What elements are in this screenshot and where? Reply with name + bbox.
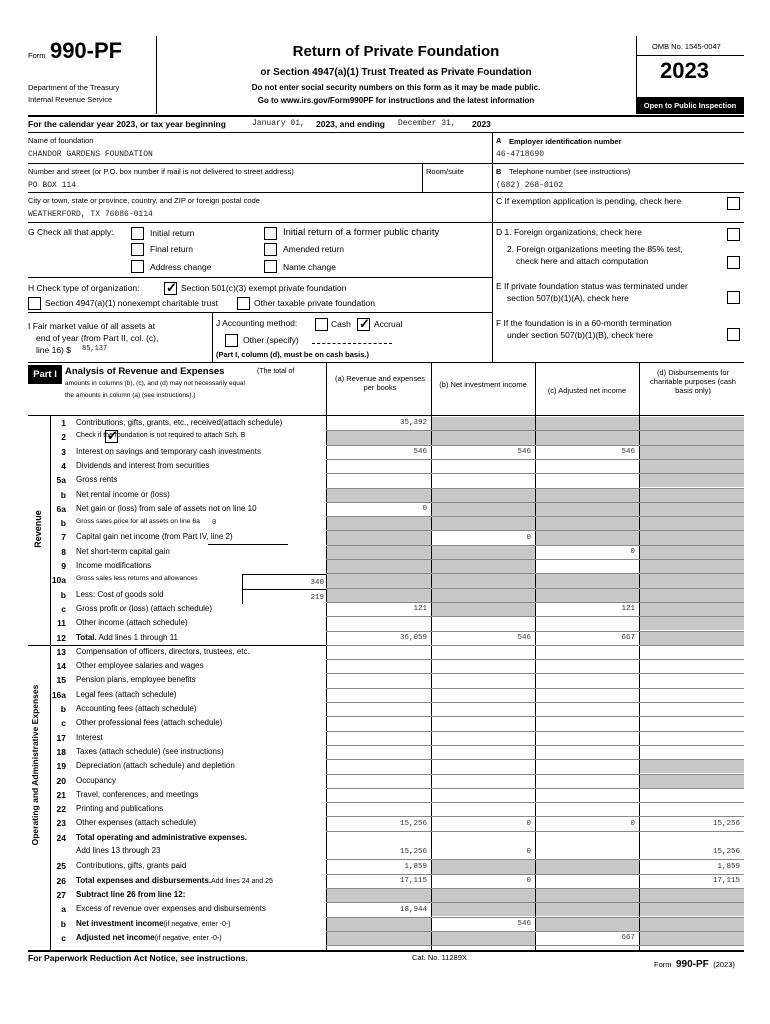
checkbox-f[interactable] — [727, 328, 740, 341]
col-a-value[interactable]: 1,859 — [404, 862, 427, 871]
row-divider — [326, 831, 744, 832]
phone-value[interactable]: (682) 268-0102 — [496, 181, 564, 190]
omb-number: OMB No. 1545-0047 — [652, 42, 721, 51]
room-label: Room/suite — [426, 167, 464, 176]
shaded-cell — [536, 431, 639, 444]
side-revenue-label: Revenue — [33, 510, 43, 548]
shaded-cell — [640, 574, 744, 587]
line-number: 19 — [56, 761, 66, 772]
line-number: 22 — [56, 804, 66, 815]
form-number: 990-PF — [49, 38, 123, 63]
checkbox-address-change[interactable] — [131, 260, 144, 273]
col-a-value[interactable]: 121 — [413, 605, 427, 614]
shaded-cell — [640, 932, 744, 945]
line-number: b — [60, 918, 66, 929]
line-label: Contributions, gifts, grants, etc., received(attach schedule) — [76, 418, 283, 427]
shaded-cell — [536, 517, 639, 530]
shaded-cell — [432, 932, 535, 945]
tax-year-begin[interactable]: January 01, — [252, 119, 305, 128]
i-fmv-label: I Fair market value of all assets at — [28, 321, 156, 331]
col-b-value[interactable]: 0 — [526, 533, 531, 542]
shaded-cell — [432, 431, 535, 444]
shaded-cell — [640, 918, 744, 931]
line-number: 21 — [56, 789, 66, 800]
line-number: c — [61, 932, 66, 943]
line-label: Legal fees (attach schedule) — [76, 689, 177, 699]
line-number: 16a — [51, 689, 66, 700]
line-number: 18 — [56, 746, 66, 757]
line-label: Other expenses (attach schedule) — [76, 818, 197, 828]
col-b-value[interactable]: 546 — [517, 919, 531, 928]
line-label: Other employee salaries and wages — [76, 661, 204, 671]
checkbox-d2[interactable] — [727, 256, 740, 269]
col-a-value[interactable]: 17,115 — [399, 876, 427, 885]
line-label: Total expenses and disbursements.Add lines 24 and 25 — [76, 875, 273, 885]
line-label: Printing and publications — [76, 804, 164, 814]
line-label: Total. Add lines 1 through 11 — [76, 632, 178, 642]
f-60-month: F If the foundation is in a 60-month termination — [496, 318, 672, 328]
col-c-value[interactable]: 667 — [621, 633, 635, 642]
row-divider — [326, 688, 744, 689]
row-divider — [326, 702, 744, 703]
shaded-cell — [536, 860, 639, 873]
shaded-cell — [536, 503, 639, 516]
shaded-cell — [432, 503, 535, 516]
shaded-cell — [640, 617, 744, 630]
checkbox-d1[interactable] — [727, 228, 740, 241]
col-b-value[interactable]: 0 — [526, 848, 531, 857]
line-label: Contributions, gifts, grants paid — [76, 861, 187, 871]
row-divider — [326, 874, 744, 875]
phone-label: Telephone number (see instructions) — [509, 167, 631, 176]
shaded-cell — [640, 889, 744, 902]
checkbox-c[interactable] — [727, 197, 740, 210]
shaded-cell — [640, 446, 744, 459]
row-divider — [326, 645, 744, 646]
shaded-cell — [640, 775, 744, 788]
row-divider — [326, 816, 744, 817]
col-c-value[interactable]: 0 — [630, 819, 635, 828]
line-label: Depreciation (attach schedule) and depletion — [76, 761, 235, 771]
line-number: 26 — [56, 875, 66, 886]
shaded-cell — [536, 531, 639, 544]
shaded-cell — [536, 918, 639, 931]
row-divider — [326, 716, 744, 717]
shaded-cell — [640, 503, 744, 516]
shaded-cell — [640, 560, 744, 573]
shaded-cell — [432, 603, 535, 616]
col-d-value[interactable]: 17,115 — [712, 876, 740, 885]
shaded-cell — [432, 517, 535, 530]
line-label: Net investment income(if negative, enter -0-) — [76, 918, 231, 928]
ein-label: Employer identification number — [509, 137, 622, 146]
shaded-cell — [536, 489, 639, 502]
form-subtitle: or Section 4947(a)(1) Trust Treated as Private Foundation — [260, 67, 532, 78]
col-a-value[interactable]: 0 — [422, 505, 427, 514]
checkbox-final-return[interactable] — [131, 243, 144, 256]
other-method-field[interactable] — [312, 343, 392, 344]
h-label: H Check type of organization: — [28, 283, 140, 293]
shaded-cell — [432, 889, 535, 902]
line-label: Net rental income or (loss) — [76, 489, 170, 499]
line-label: Check if the foundation is not required to attach Sch. B — [76, 432, 246, 440]
line-number: 9 — [61, 561, 66, 571]
calendar-label: For the calendar year 2023, or tax year beginning — [28, 119, 226, 129]
d1-foreign: D 1. Foreign organizations, check here — [496, 227, 642, 237]
row-divider — [326, 945, 744, 946]
form-title: Return of Private Foundation — [292, 43, 500, 60]
line-number: 15 — [56, 675, 66, 686]
line-label: Excess of revenue over expenses and disbursements — [76, 904, 266, 914]
row-divider — [326, 788, 744, 789]
public-inspection-badge: Open to Public Inspection — [636, 97, 744, 114]
col-b-value[interactable]: 546 — [517, 447, 531, 456]
shaded-cell — [640, 589, 744, 602]
shaded-cell — [327, 546, 431, 559]
shaded-cell — [536, 417, 639, 430]
line-label: Travel, conferences, and meetings — [76, 789, 199, 799]
calendar-end-year: 2023 — [472, 119, 491, 129]
checkbox-other-method[interactable] — [225, 334, 238, 347]
line-number: b — [60, 704, 66, 714]
line-number: 20 — [56, 775, 66, 786]
shaded-cell — [640, 531, 744, 544]
line-number: c — [61, 718, 66, 729]
shaded-cell — [327, 589, 431, 602]
shaded-cell — [432, 589, 535, 602]
line-number: 25 — [56, 861, 66, 872]
row-divider — [326, 745, 744, 746]
shaded-cell — [432, 489, 535, 502]
checkbox-4947[interactable] — [28, 297, 41, 310]
shaded-cell — [640, 603, 744, 616]
row-divider — [326, 802, 744, 803]
shaded-cell — [432, 560, 535, 573]
line-label: Pension plans, employee benefits — [76, 675, 196, 685]
shaded-cell — [432, 860, 535, 873]
calendar-mid: 2023, and ending — [316, 119, 385, 129]
line-label: Dividends and interest from securities — [76, 460, 210, 470]
line-label: Interest — [76, 732, 103, 742]
col-a-value[interactable]: 18,944 — [399, 905, 427, 914]
line-label: Net gain or (loss) from sale of assets not on line 10 — [76, 503, 257, 513]
shaded-cell — [640, 760, 744, 773]
checkbox-cash[interactable] — [315, 318, 328, 331]
line-label: Gross sales less returns and allowances — [76, 575, 198, 583]
line-number: 7 — [61, 532, 66, 543]
col-d-header: (d) Disbursements for charitable purposes (cash basis only) — [650, 368, 736, 395]
part1-title: Analysis of Revenue and Expenses — [65, 366, 225, 377]
line-label: Gross sales price for all assets on line 6a — [76, 518, 200, 526]
fmv-value[interactable]: 85,137 — [82, 345, 108, 353]
line-label: Compensation of officers, directors, trustees, etc. — [76, 646, 250, 656]
line-number: 23 — [56, 818, 66, 829]
line-label: Subtract line 26 from line 12: — [76, 889, 186, 899]
col-c-header: (c) Adjusted net income — [547, 386, 627, 395]
line-number: 1 — [61, 418, 66, 428]
line-label: Adjusted net income(if negative, enter -0-) — [76, 932, 222, 942]
street-address[interactable]: PO BOX 114 — [28, 181, 77, 190]
foundation-name[interactable]: CHANDOR GARDENS FOUNDATION — [28, 150, 153, 159]
c-exemption-pending: C If exemption application is pending, check here — [496, 196, 682, 206]
footer-form-id: Form 990-PF (2023) — [654, 959, 735, 970]
checkbox-e[interactable] — [727, 291, 740, 304]
checkbox-name-change[interactable] — [264, 260, 277, 273]
line-number: 10a — [51, 575, 66, 586]
col-b-header: (b) Net investment income — [439, 380, 527, 389]
row-divider — [326, 859, 744, 860]
line-label: Accounting fees (attach schedule) — [76, 704, 197, 713]
line-number: 5a — [56, 475, 66, 486]
checkbox-other-taxable[interactable] — [237, 297, 250, 310]
street-label: Number and street (or P.O. box number if mail is not delivered to street address) — [28, 167, 294, 176]
shaded-cell — [536, 574, 639, 587]
shaded-cell — [640, 632, 744, 645]
col-d-value[interactable]: 1,859 — [717, 862, 740, 871]
shaded-cell — [640, 489, 744, 502]
ein-value[interactable]: 46-4718690 — [496, 150, 545, 159]
form-id: Form 990-PF — [28, 38, 123, 63]
col-a-value[interactable]: 36,059 — [399, 633, 427, 642]
line-label: Net short-term capital gain — [76, 546, 170, 556]
checkbox-initial-former[interactable] — [264, 227, 277, 240]
part1-tag: Part I — [28, 365, 62, 384]
line-number: 14 — [56, 661, 66, 672]
line6b-value: 0 — [212, 519, 217, 527]
shaded-cell — [536, 889, 639, 902]
shaded-cell — [640, 417, 744, 430]
line-number: 6a — [56, 503, 66, 514]
line-label: Other income (attach schedule) — [76, 618, 188, 628]
e-terminated: E If private foundation status was terminated under — [496, 281, 688, 291]
j-label: J Accounting method: — [216, 318, 298, 328]
side-expenses-label: Operating and Administrative Expenses — [30, 684, 40, 846]
line-label: Capital gain net income (from Part IV, line 2) — [76, 532, 233, 542]
col-a-value[interactable]: 15,256 — [399, 819, 427, 828]
line-number: 11 — [57, 618, 66, 629]
line-number: 24 — [56, 832, 66, 843]
line-number: 12 — [56, 632, 66, 643]
col-b-value[interactable]: 0 — [526, 876, 531, 885]
line10b-value[interactable]: 219 — [310, 594, 324, 602]
line10a-value[interactable]: 340 — [310, 579, 324, 587]
line-number: b — [60, 518, 66, 529]
line-number: 3 — [61, 446, 66, 457]
shaded-cell — [327, 932, 431, 945]
line-number: 4 — [61, 460, 66, 471]
line-number: c — [61, 603, 66, 614]
d2-foreign-85: 2. Foreign organizations meeting the 85% test, — [507, 244, 683, 254]
checkbox-initial-return[interactable] — [131, 227, 144, 240]
dept-treasury: Department of the Treasury — [28, 83, 120, 92]
shaded-cell — [536, 589, 639, 602]
line-label: Taxes (attach schedule) (see instructions) — [76, 746, 224, 756]
shaded-cell — [536, 903, 639, 916]
cat-number: Cat. No. 11289X — [412, 953, 467, 962]
row-divider — [326, 673, 744, 674]
line-number: 27 — [56, 889, 66, 900]
line-number: 8 — [61, 546, 66, 557]
shaded-cell — [327, 531, 431, 544]
shaded-cell — [327, 517, 431, 530]
row-divider — [326, 731, 744, 732]
shaded-cell — [432, 417, 535, 430]
shaded-cell — [432, 574, 535, 587]
city-label: City or town, state or province, country, and ZIP or foreign postal code — [28, 196, 260, 205]
shaded-cell — [327, 889, 431, 902]
shaded-cell — [640, 517, 744, 530]
name-label: Name of foundation — [28, 136, 94, 145]
checkbox-501c3[interactable] — [164, 282, 177, 295]
checkbox-amended-return[interactable] — [264, 243, 277, 256]
line-number: 2 — [61, 432, 66, 443]
shaded-cell — [327, 431, 431, 444]
col-d-value[interactable]: 15,256 — [712, 819, 740, 828]
tax-year-end[interactable]: December 31, — [398, 119, 456, 128]
shaded-cell — [640, 546, 744, 559]
shaded-cell — [640, 460, 744, 473]
col-b-value[interactable]: 546 — [517, 633, 531, 642]
shaded-cell — [640, 903, 744, 916]
line-number: a — [61, 904, 66, 915]
line-label: Other professional fees (attach schedule) — [76, 718, 223, 728]
tax-year: 2023 — [660, 58, 709, 83]
shaded-cell — [327, 574, 431, 587]
instructions-link[interactable]: Go to www.irs.gov/Form990PF for instructions and the latest information — [257, 96, 535, 105]
col-d-value[interactable]: 15,256 — [712, 848, 740, 857]
col-c-value[interactable]: 667 — [621, 934, 635, 943]
paperwork-notice: For Paperwork Reduction Act Notice, see instructions. — [28, 953, 248, 963]
line-label: Occupancy — [76, 775, 117, 785]
dept-irs: Internal Revenue Service — [28, 95, 113, 104]
row-divider — [326, 659, 744, 660]
line-label: Gross rents — [76, 475, 118, 485]
shaded-cell — [432, 903, 535, 916]
shaded-cell — [327, 918, 431, 931]
shaded-cell — [327, 560, 431, 573]
line-number: 17 — [56, 732, 66, 743]
col-a-value[interactable]: 15,256 — [399, 848, 427, 857]
ssn-warning: Do not enter social security numbers on this form as it may be made public. — [251, 83, 541, 92]
col-a-value[interactable]: 35,392 — [399, 419, 427, 428]
shaded-cell — [640, 474, 744, 487]
line-number: b — [60, 489, 66, 500]
col-b-value[interactable]: 0 — [526, 819, 531, 828]
line-number: b — [60, 589, 66, 600]
line-label: Gross profit or (loss) (attach schedule) — [76, 603, 213, 613]
col-c-value[interactable]: 546 — [621, 447, 635, 456]
col-a-value[interactable]: 546 — [413, 447, 427, 456]
line-number: 13 — [56, 646, 66, 657]
line-label: Income modifications — [76, 561, 152, 570]
g-label: G Check all that apply: — [28, 227, 114, 237]
col-c-value[interactable]: 121 — [621, 605, 635, 614]
shaded-cell — [432, 546, 535, 559]
col-a-header: (a) Revenue and expenses per books — [334, 374, 426, 392]
city-address[interactable]: WEATHERFORD, TX 76086-0114 — [28, 210, 153, 219]
line-label: Less: Cost of goods sold — [76, 589, 164, 599]
shaded-cell — [640, 431, 744, 444]
j-note: (Part I, column (d), must be on cash basis.) — [216, 350, 369, 359]
line-label: Total operating and administrative expenses. Add lines 13 through 23 — [76, 832, 248, 855]
checkbox-accrual[interactable] — [357, 318, 370, 331]
line6b-field[interactable] — [208, 535, 288, 545]
line-label: Interest on savings and temporary cash investments — [76, 446, 261, 456]
shaded-cell — [327, 489, 431, 502]
col-c-value[interactable]: 0 — [630, 548, 635, 556]
